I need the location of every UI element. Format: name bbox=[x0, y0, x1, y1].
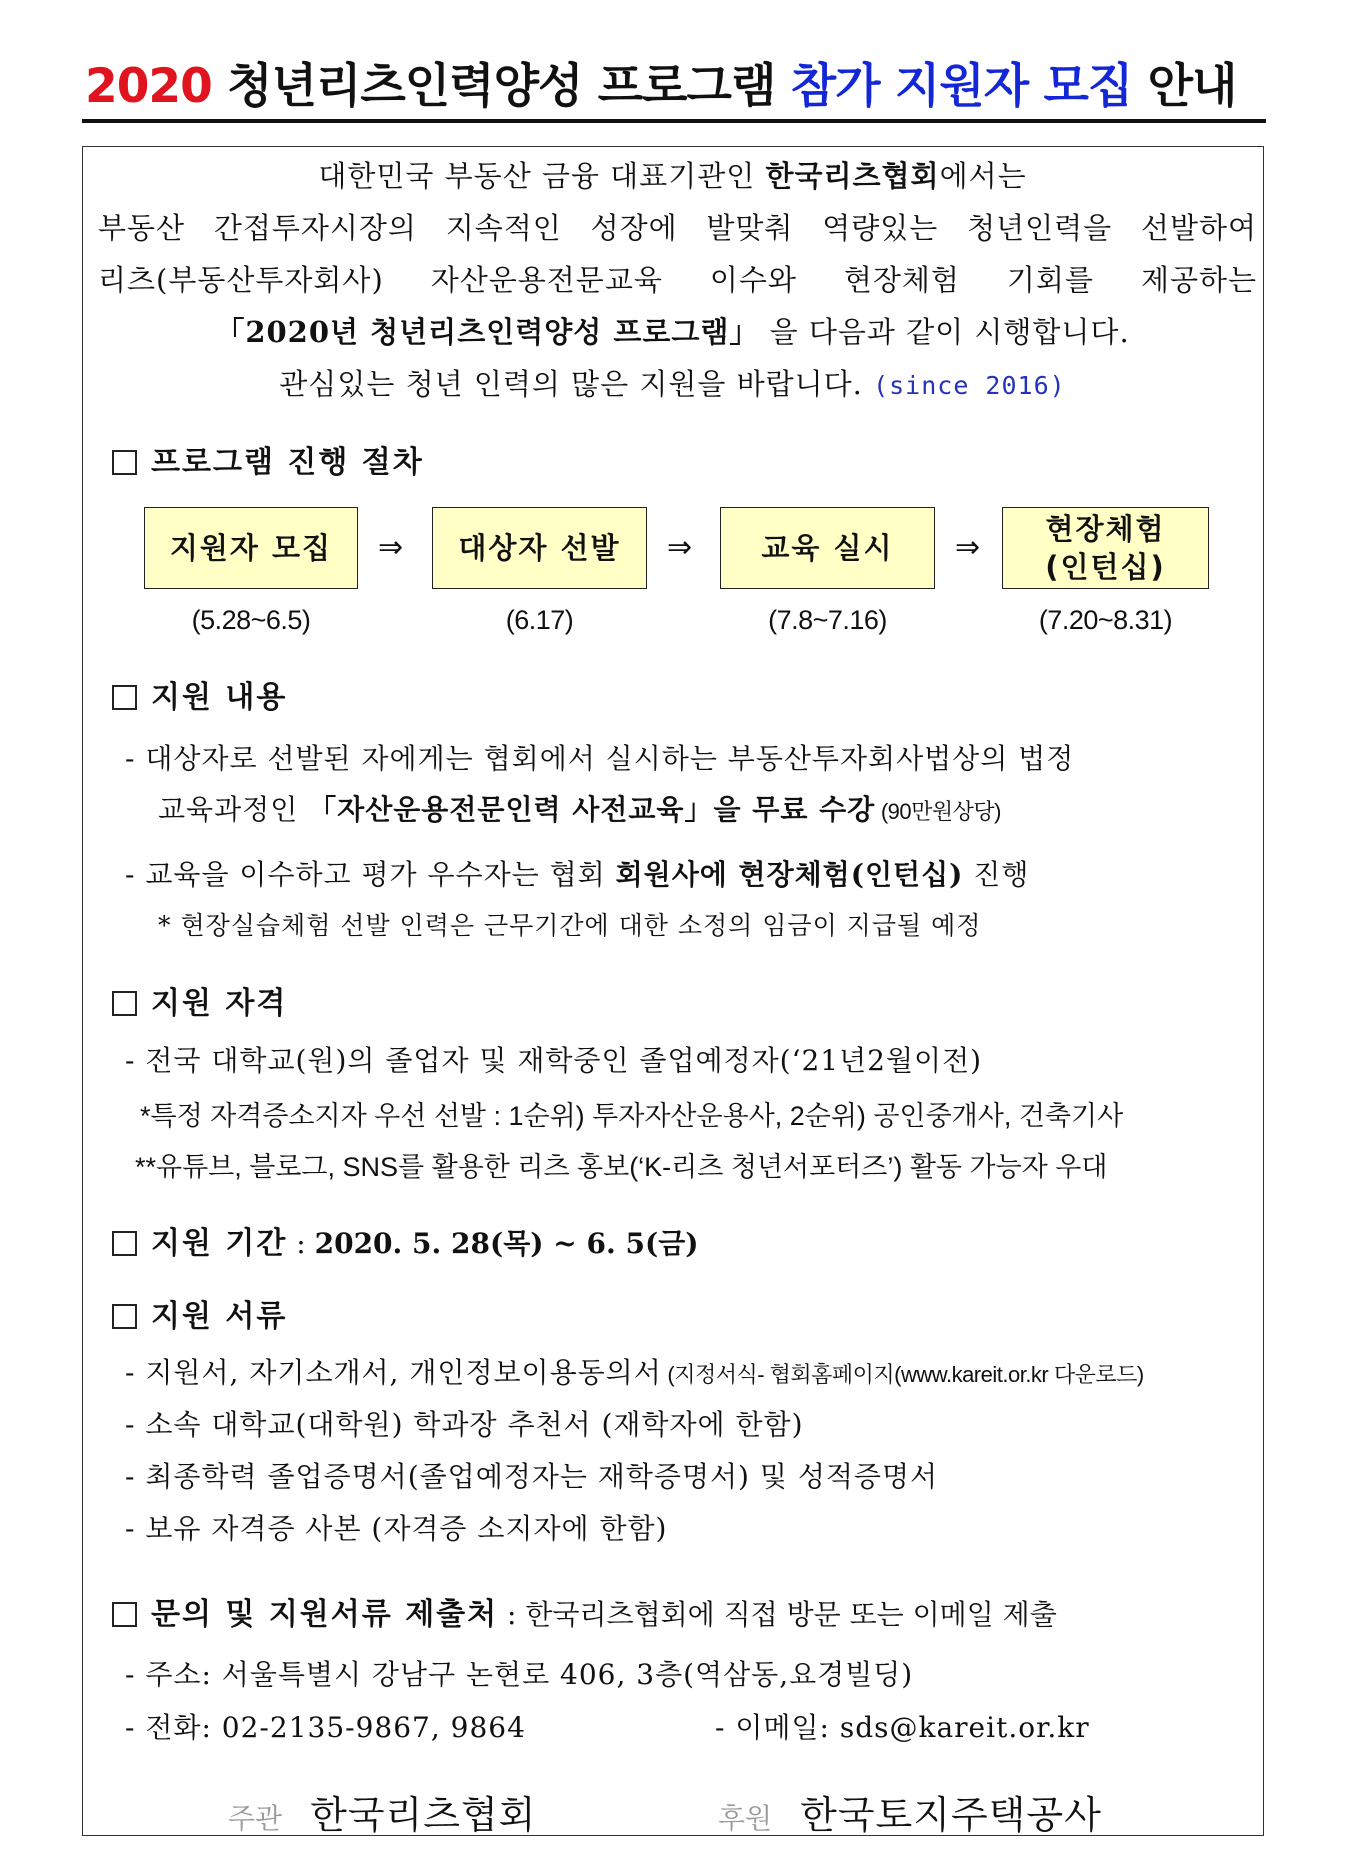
sponsor-label: 후원 bbox=[718, 1802, 773, 1835]
checkbox-square-icon bbox=[112, 450, 137, 475]
footer-sponsor bbox=[718, 1790, 1102, 1840]
sponsor-org: 한국토지주택공사 bbox=[800, 1793, 1102, 1837]
arrow-right-icon: ⇒ bbox=[955, 530, 981, 565]
checkbox-square-icon bbox=[112, 1304, 137, 1329]
qualification-note-2: **유튜브, 블로그, SNS를 활용한 리츠 홍보(‘K-리츠 청년서포터즈’) 활동 가능자 우대 bbox=[135, 1152, 1108, 1182]
period-value: 2020. 5. 28(목) ~ 6. 5(금) bbox=[314, 1227, 699, 1260]
intro-line-5 bbox=[0, 358, 1345, 410]
document-text: - 지원서, 자기소개서, 개인정보이용동의서 bbox=[125, 1356, 662, 1389]
section-heading-text: 지원 내용 bbox=[151, 680, 288, 715]
host-org: 한국리츠협회 bbox=[310, 1793, 537, 1837]
title-underline bbox=[82, 119, 1266, 123]
qualification-item-1: - 전국 대학교(원)의 졸업자 및 재학중인 졸업예정자(‘21년2월이전) bbox=[125, 1044, 983, 1077]
title-main: 청년리츠인력양성 프로그램 bbox=[211, 59, 791, 114]
intro-text: 관심있는 청년 인력의 많은 지원을 바랍니다. bbox=[279, 367, 874, 401]
section-heading-text: 지원 기간 bbox=[151, 1226, 288, 1261]
period-separator: : bbox=[287, 1227, 315, 1260]
title-highlight: 참가 지원자 모집 bbox=[790, 59, 1133, 114]
document-note: (지정서식- 협회홈페이지(www.kareit.or.kr 다운로드) bbox=[661, 1362, 1144, 1387]
intro-text: 대한민국 부동산 금융 대표기관인 bbox=[318, 159, 766, 193]
step-date-2: (6.17) bbox=[505, 605, 574, 635]
content-bold-text: 「자산운용전문인력 사전교육」을 무료 수강 bbox=[308, 793, 876, 826]
page-title bbox=[85, 52, 1265, 122]
content-text: 교육과정인 bbox=[158, 793, 309, 826]
step-label: (인턴십) bbox=[1045, 550, 1166, 584]
section-heading-text: 문의 및 지원서류 제출처 bbox=[151, 1597, 499, 1632]
intro-line-2: 부동산 간접투자시장의 지속적인 성장에 발맞춰 역량있는 청년인력을 선발하여 bbox=[98, 211, 1257, 245]
step-label: 현장체험 bbox=[1045, 512, 1166, 546]
section-process-heading bbox=[112, 443, 424, 483]
section-heading-text: 지원 서류 bbox=[151, 1299, 288, 1334]
arrow-right-icon: ⇒ bbox=[667, 530, 693, 565]
process-step-4 bbox=[1002, 507, 1209, 589]
content-note: * 현장실습체험 선발 인력은 근무기간에 대한 소정의 임금이 지급될 예정 bbox=[158, 911, 982, 940]
content-note: (90만원상당) bbox=[875, 799, 1001, 824]
contact-phone: - 전화: 02-2135-9867, 9864 bbox=[125, 1711, 526, 1744]
intro-line-1 bbox=[0, 150, 1345, 202]
section-heading-text: 프로그램 진행 절차 bbox=[151, 445, 424, 480]
checkbox-square-icon bbox=[112, 685, 137, 710]
host-label: 주관 bbox=[228, 1802, 283, 1835]
step-date-1: (5.28~6.5) bbox=[191, 605, 311, 635]
step-date-3: (7.8~7.16) bbox=[768, 605, 887, 635]
document-item-4: - 보유 자격증 사본 (자격증 소지자에 한함) bbox=[125, 1512, 668, 1545]
step-date-4: (7.20~8.31) bbox=[1038, 605, 1173, 635]
document-item-3: - 최종학력 졸업증명서(졸업예정자는 재학증명서) 및 성적증명서 bbox=[125, 1460, 939, 1493]
content-text: 진행 bbox=[963, 858, 1030, 891]
document-item-1 bbox=[125, 1350, 1144, 1396]
checkbox-square-icon bbox=[112, 1231, 137, 1256]
contact-email: - 이메일: sds@kareit.or.kr bbox=[715, 1711, 1090, 1744]
intro-text: 에서는 bbox=[939, 159, 1027, 193]
section-qualification-heading bbox=[112, 984, 287, 1024]
content-text: - 교육을 이수하고 평가 우수자는 협회 bbox=[125, 858, 616, 891]
program-name: 「2020년 청년리츠인력양성 프로그램」 bbox=[215, 315, 760, 349]
content-bold-text: 회원사에 현장체험(인턴십) bbox=[615, 858, 964, 891]
intro-paragraph bbox=[0, 150, 1345, 410]
intro-org-name: 한국리츠협회 bbox=[765, 159, 940, 193]
intro-line-4 bbox=[0, 306, 1345, 358]
process-step-1: 지원자 모집 bbox=[144, 507, 358, 589]
contact-text: : 한국리츠협회에 직접 방문 또는 이메일 제출 bbox=[498, 1598, 1057, 1631]
intro-line-3: 리츠(부동산투자회사) 자산운용전문교육 이수와 현장체험 기회를 제공하는 bbox=[98, 263, 1257, 297]
section-contact-heading bbox=[112, 1595, 1057, 1635]
qualification-note-1: *특정 자격증소지자 우선 선발 : 1순위) 투자자산운용사, 2순위) 공인중개사, 건축기사 bbox=[140, 1101, 1124, 1131]
footer-host bbox=[228, 1790, 536, 1840]
section-period-heading bbox=[112, 1224, 699, 1264]
content-item-2 bbox=[125, 852, 1029, 898]
section-content-heading bbox=[112, 678, 287, 718]
since-note: (since 2016) bbox=[873, 371, 1066, 400]
contact-address: - 주소: 서울특별시 강남구 논현로 406, 3층(역삼동,요경빌딩) bbox=[125, 1658, 914, 1691]
checkbox-square-icon bbox=[112, 1602, 137, 1627]
section-documents-heading bbox=[112, 1297, 287, 1337]
document-item-2: - 소속 대학교(대학원) 학과장 추천서 (재학자에 한함) bbox=[125, 1408, 804, 1441]
section-heading-text: 지원 자격 bbox=[151, 986, 288, 1021]
title-year: 2020 bbox=[85, 59, 212, 114]
process-step-3: 교육 실시 bbox=[720, 507, 935, 589]
intro-text: 을 다음과 같이 시행합니다. bbox=[759, 315, 1130, 349]
title-end: 안내 bbox=[1132, 59, 1237, 114]
arrow-right-icon: ⇒ bbox=[378, 530, 404, 565]
process-step-2: 대상자 선발 bbox=[432, 507, 647, 589]
content-item-1b bbox=[158, 787, 1001, 833]
content-item-1a: - 대상자로 선발된 자에게는 협회에서 실시하는 부동산투자회사법상의 법정 bbox=[125, 742, 1075, 775]
checkbox-square-icon bbox=[112, 991, 137, 1016]
